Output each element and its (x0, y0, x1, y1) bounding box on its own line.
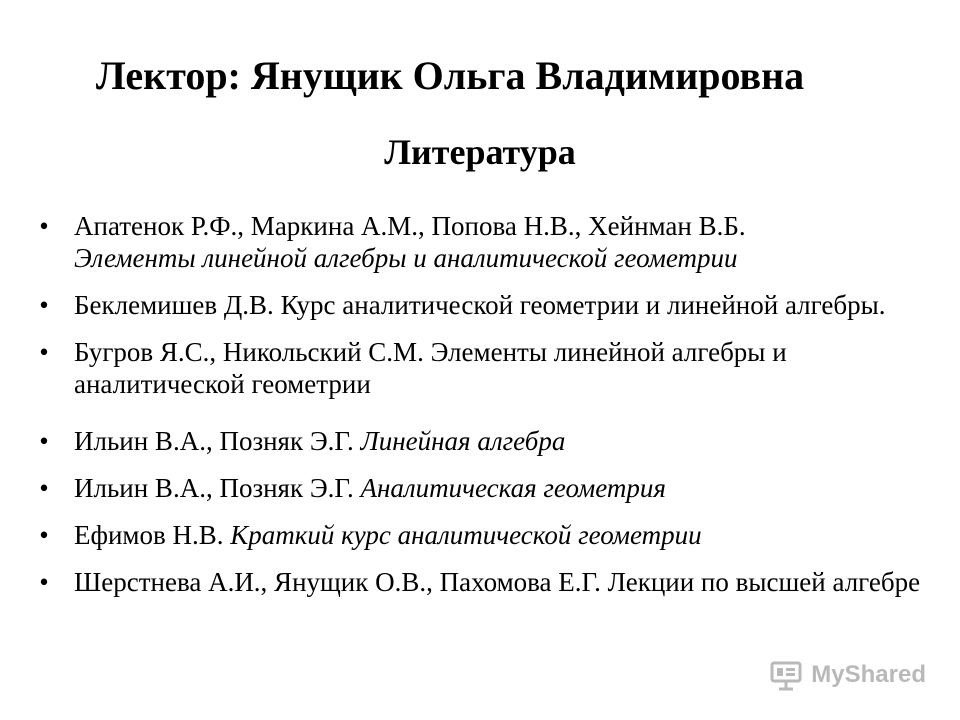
reference-title: Элементы линейной алгебры и аналитической геометрии (74, 243, 738, 273)
bullet-icon: • (39, 290, 49, 320)
reference-authors: Ильин В.А., Позняк Э.Г. (74, 426, 354, 456)
page-title: Лектор: Янущик Ольга Владимировна (95, 53, 805, 98)
bullet-icon: • (39, 520, 49, 550)
presentation-board-icon (769, 658, 803, 692)
reference-authors: Апатенок Р.Ф., Маркина А.М., Попова Н.В., Хейнман В.Б. (74, 211, 746, 241)
reference-title: Линейная алгебра (360, 426, 566, 456)
reference-authors: Ильин В.А., Позняк Э.Г. (74, 473, 354, 503)
reference-authors: Шерстнева А.И., Янущик О.В., Пахомова Е.Г. (74, 567, 601, 597)
bullet-icon: • (39, 211, 49, 241)
bullet-icon: • (39, 567, 49, 597)
reference-title: Элементы линейной алгебры и аналитической геометрии (74, 337, 787, 399)
reference-title: Аналитическая геометрия (360, 473, 666, 503)
reference-title: Лекции по высшей алгебре (607, 567, 921, 597)
section-heading-literature: Литература (384, 132, 576, 172)
reference-item-6 (34, 519, 924, 551)
reference-authors: Беклемишев Д.В. (74, 290, 274, 320)
reference-title: Краткий курс аналитической геометрии (230, 520, 702, 550)
reference-item-1 (34, 210, 924, 274)
reference-item-7 (34, 566, 924, 598)
bullet-icon: • (39, 426, 49, 456)
reference-item-2 (34, 289, 924, 321)
watermark-logo (769, 658, 926, 692)
reference-item-4 (34, 425, 924, 457)
reference-list (34, 210, 924, 613)
reference-authors: Бугров Я.С., Никольский С.М. (74, 337, 424, 367)
bullet-icon: • (39, 337, 49, 367)
reference-authors: Ефимов Н.В. (74, 520, 224, 550)
reference-item-3 (34, 336, 924, 400)
bullet-icon: • (39, 473, 49, 503)
watermark-text: MyShared (811, 661, 926, 688)
reference-title: Курс аналитической геометрии и линейной алгебры. (280, 290, 886, 320)
reference-item-5 (34, 472, 924, 504)
